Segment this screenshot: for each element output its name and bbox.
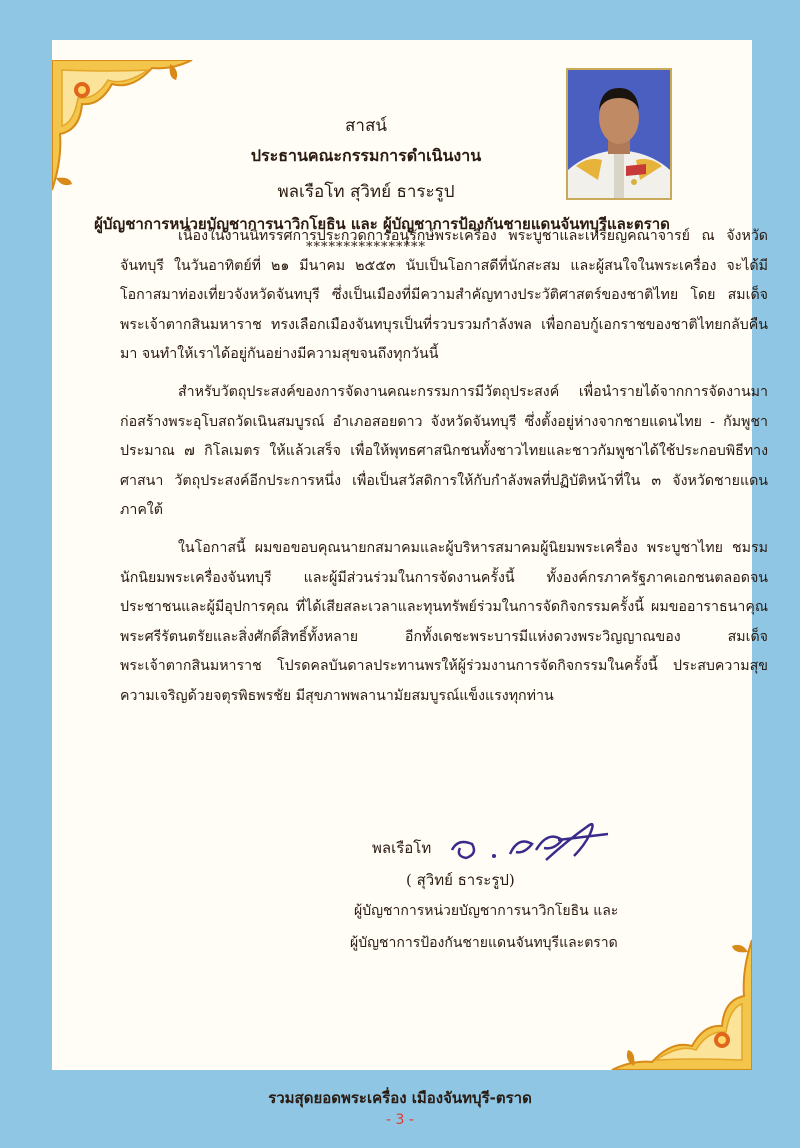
page-number: - 3 - (386, 1112, 414, 1128)
paragraph-3: ในโอกาสนี้ ผมขอขอบคุณนายกสมาคมและผู้บริหารสมาคมผู้นิยมพระเครื่อง พระบูชาไทย ชมรมนักนิยมพระเครื่องจันทบุรี และผู้มีส่วนร่วมในการจัดงานครั้งนี้ ทั้งองค์กรภาครัฐภาคเอกชนตลอดจนประชาชนและผู้มีอุปการคุณ ที่ได้เสียสละเวลาและทุนทรัพย์ร่วมในการจัดกิจกรรมครั้งนี้ ผมขออาราธนาคุณพระศรีรัตนตรัยและสิ่งศักดิ์สิทธิ์ทั้งหลาย อีกทั้งเดชะพระบารมีแห่งดวงพระวิญญาณของ สมเด็จพระเจ้าตากสินมหาราช โปรดคลบันดาลประทานพรให้ผู้ร่วมงานการจัดกิจกรรมในครั้งนี้ ประสบความสุขความเจริญด้วยจตุรพิธพรชัย มีสุขภาพพลานามัยสมบูรณ์แข็งแรงทุกท่าน (120, 539, 768, 704)
signature-position-1: ผู้บัญชาการหน่วยบัญชาการนาวิกโยธิน และ (354, 903, 619, 919)
footer-book-title: รวมสุดยอดพระเครื่อง เมืองจันทบุรี-ตราด (268, 1089, 532, 1107)
star-divider: **************** (306, 240, 426, 255)
signature-position-2: ผู้บัญชาการป้องกันชายแดนจันทบุรีและตราด (350, 935, 618, 951)
heading-committee-chair: ประธานคณะกรรมการดำเนินงาน (250, 146, 482, 165)
signature-rank: พลเรือโท (372, 839, 432, 857)
heading-name: พลเรือโท สุวิทย์ ธาระรูป (277, 182, 455, 202)
heading-message: สาสน์ (345, 116, 387, 136)
paragraph-2: สำหรับวัตถุประสงค์ของการจัดงานคณะกรรมการมีวัตถุประสงค์ เพื่อนำรายได้จากการจัดงานมาก่อสร้างพระอุโบสถวัดเนินสมบูรณ์ อำเภอสอยดาว จังหวัดจันทบุรี ซึ่งตั้งอยู่ห่างจากชายแดนไทย - กัมพูชา ประมาณ ๗ กิโลเมตร ให้แล้วเสร็จ เพื่อให้พุทธศาสนิกชนทั้งชาวไทยและชาวกัมพูชาได้ใช้ประกอบพิธีทางศาสนา วัตถุประสงค์อีกประการหนึ่ง เพื่อเป็นสวัสดิการให้กับกำลังพลที่ปฏิบัติหน้าที่ใน ๓ จังหวัดชายแดนภาคใต้ (120, 383, 768, 519)
signature-name: ( สุวิทย์ ธาระรูป) (406, 871, 515, 889)
heading-positions: ผู้บัญชาการหน่วยบัญชาการนาวิกโยธิน และ ผู้บัญชาการป้องกันชายแดนจันทบุรีและตราด (94, 215, 670, 233)
paragraph-1: เนื่องในงานนิทรรศการประกวดการอนุรักษ์พระเครื่อง พระบูชาและเหรียญคณาจารย์ ณ จังหวัดจันทบุรี ในวันอาทิตย์ที่ ๒๑ มีนาคม ๒๕๕๓ นับเป็นโอกาสดีที่นักสะสม และผู้สนใจในพระเครื่อง จะได้มีโอกาสมาท่องเที่ยวจังหวัดจันทบุรี ซึ่งเป็นเมืองที่มีความสำคัญทางประวัติศาสตร์ของชาติไทย โดย สมเด็จพระเจ้าตากสินมหาราช ทรงเลือกเมืองจันทบุรเป็นที่รวบรวมกำลังพล เพื่อกอบกู้เอกราชของชาติไทยกลับคืนมา จนทำให้เราได้อยู่กันอย่างมีความสุขจนถึงทุกวันนี้ (120, 228, 768, 363)
corner-ornament-bottom-right (602, 920, 752, 1070)
letter-body (120, 222, 768, 712)
